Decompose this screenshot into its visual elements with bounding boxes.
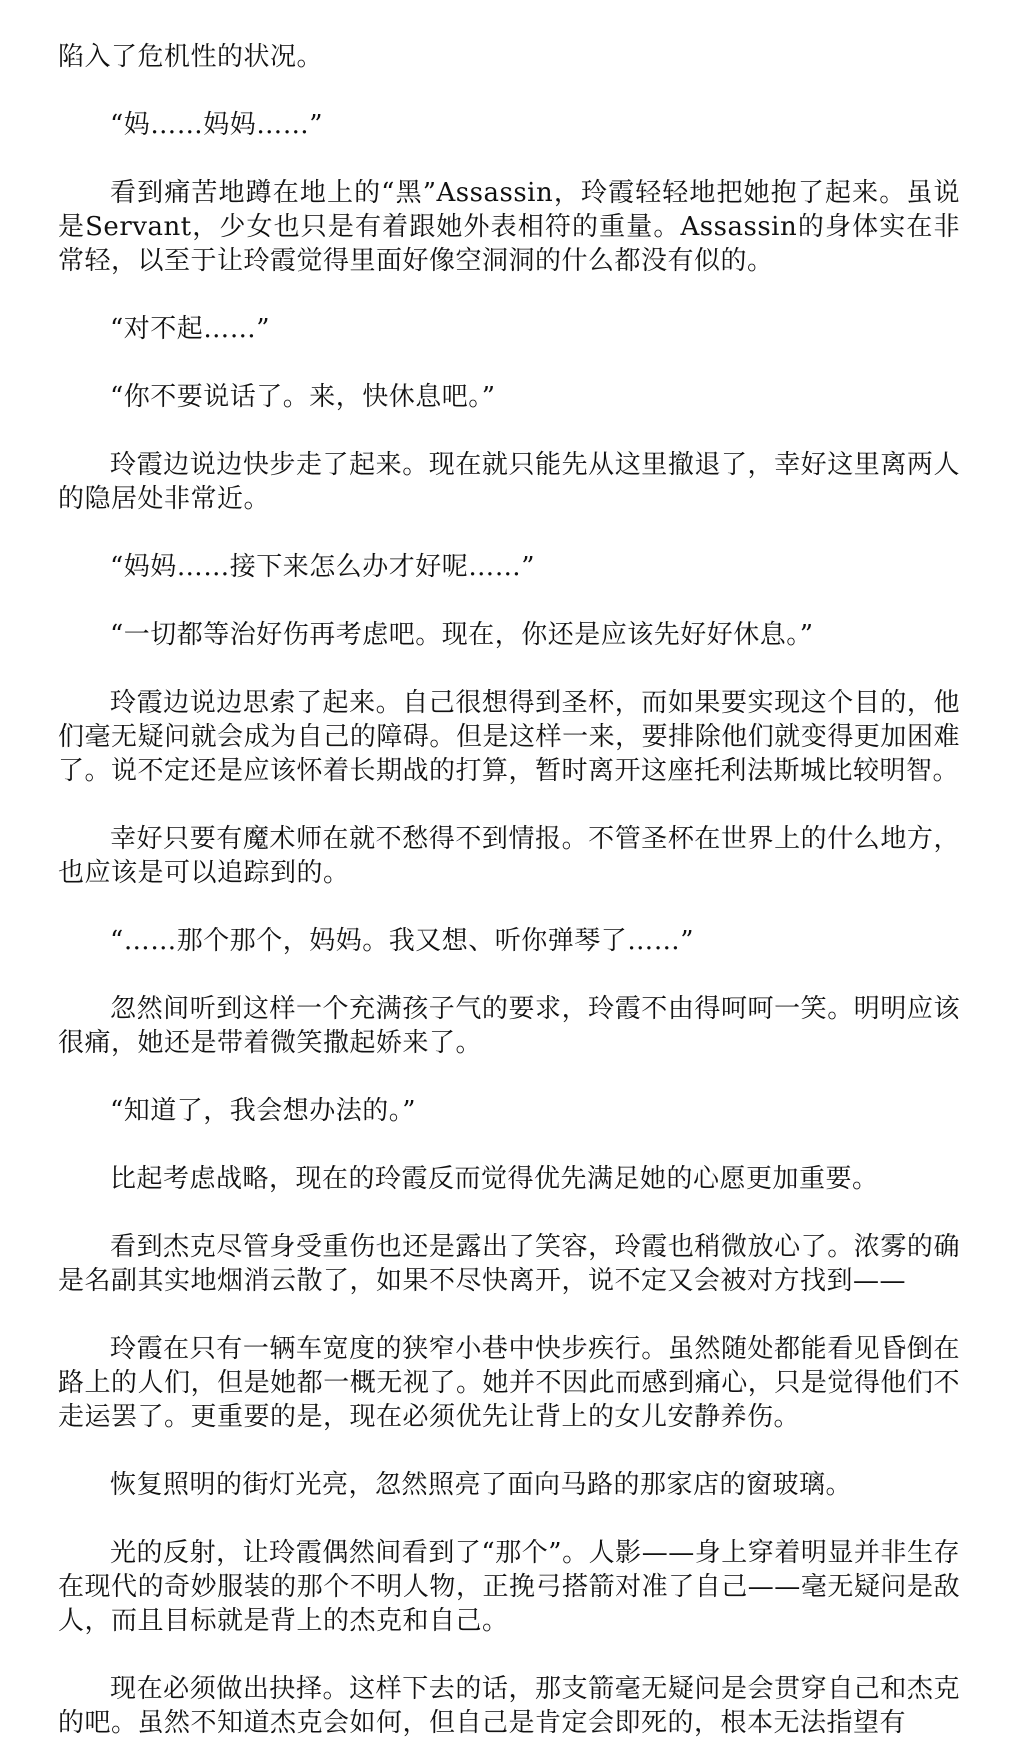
paragraph: 恢复照明的街灯光亮，忽然照亮了面向马路的那家店的窗玻璃。 bbox=[110, 1470, 853, 1500]
paragraph: 看到痛苦地蹲在地上的“黑”Assassin，玲霞轻轻地把她抱了起来。虽说是Servant，少女也只是有着跟她外表相符的重量。Assassin的身体实在非常轻，以至于让玲霞觉得里面好像空洞洞的什么都没有似的。 bbox=[58, 178, 960, 276]
paragraph: “妈……妈妈……” bbox=[110, 110, 324, 140]
paragraph: “……那个那个，妈妈。我又想、听你弹琴了……” bbox=[110, 926, 695, 956]
paragraph: “妈妈……接下来怎么办才好呢……” bbox=[110, 552, 536, 582]
paragraph: 幸好只要有魔术师在就不愁得不到情报。不管圣杯在世界上的什么地方，也应该是可以追踪到的。 bbox=[58, 824, 960, 888]
paragraph: 玲霞边说边快步走了起来。现在就只能先从这里撤退了，幸好这里离两人的隐居处非常近。 bbox=[58, 450, 960, 514]
paragraph: “你不要说话了。来，快休息吧。” bbox=[110, 382, 496, 412]
paragraph: 陷入了危机性的状况。 bbox=[58, 42, 324, 72]
paragraph: “知道了，我会想办法的。” bbox=[110, 1096, 417, 1126]
paragraph: 忽然间听到这样一个充满孩子气的要求，玲霞不由得呵呵一笑。明明应该很痛，她还是带着微笑撒起娇来了。 bbox=[58, 994, 960, 1058]
paragraph: 现在必须做出抉择。这样下去的话，那支箭毫无疑问是会贯穿自己和杰克的吧。虽然不知道杰克会如何，但自己是肯定会即死的，根本无法指望有 bbox=[58, 1674, 960, 1738]
paragraph: 光的反射，让玲霞偶然间看到了“那个”。人影——身上穿着明显并非生存在现代的奇妙服装的那个不明人物，正挽弓搭箭对准了自己——毫无疑问是敌人，而且目标就是背上的杰克和自己。 bbox=[58, 1538, 960, 1636]
paragraph: “对不起……” bbox=[110, 314, 271, 344]
paragraph: 看到杰克尽管身受重伤也还是露出了笑容，玲霞也稍微放心了。浓雾的确是名副其实地烟消云散了，如果不尽快离开，说不定又会被对方找到—— bbox=[58, 1232, 960, 1296]
paragraph: 玲霞在只有一辆车宽度的狭窄小巷中快步疾行。虽然随处都能看见昏倒在路上的人们，但是她都一概无视了。她并不因此而感到痛心，只是觉得他们不走运罢了。更重要的是，现在必须优先让背上的女儿安静养伤。 bbox=[58, 1334, 960, 1432]
paragraph: “一切都等治好伤再考虑吧。现在，你还是应该先好好休息。” bbox=[110, 620, 814, 650]
paragraph: 比起考虑战略，现在的玲霞反而觉得优先满足她的心愿更加重要。 bbox=[110, 1164, 879, 1194]
paragraph: 玲霞边说边思索了起来。自己很想得到圣杯，而如果要实现这个目的，他们毫无疑问就会成为自己的障碍。但是这样一来，要排除他们就变得更加困难了。说不定还是应该怀着长期战的打算，暂时离开这座托利法斯城比较明智。 bbox=[58, 688, 960, 786]
